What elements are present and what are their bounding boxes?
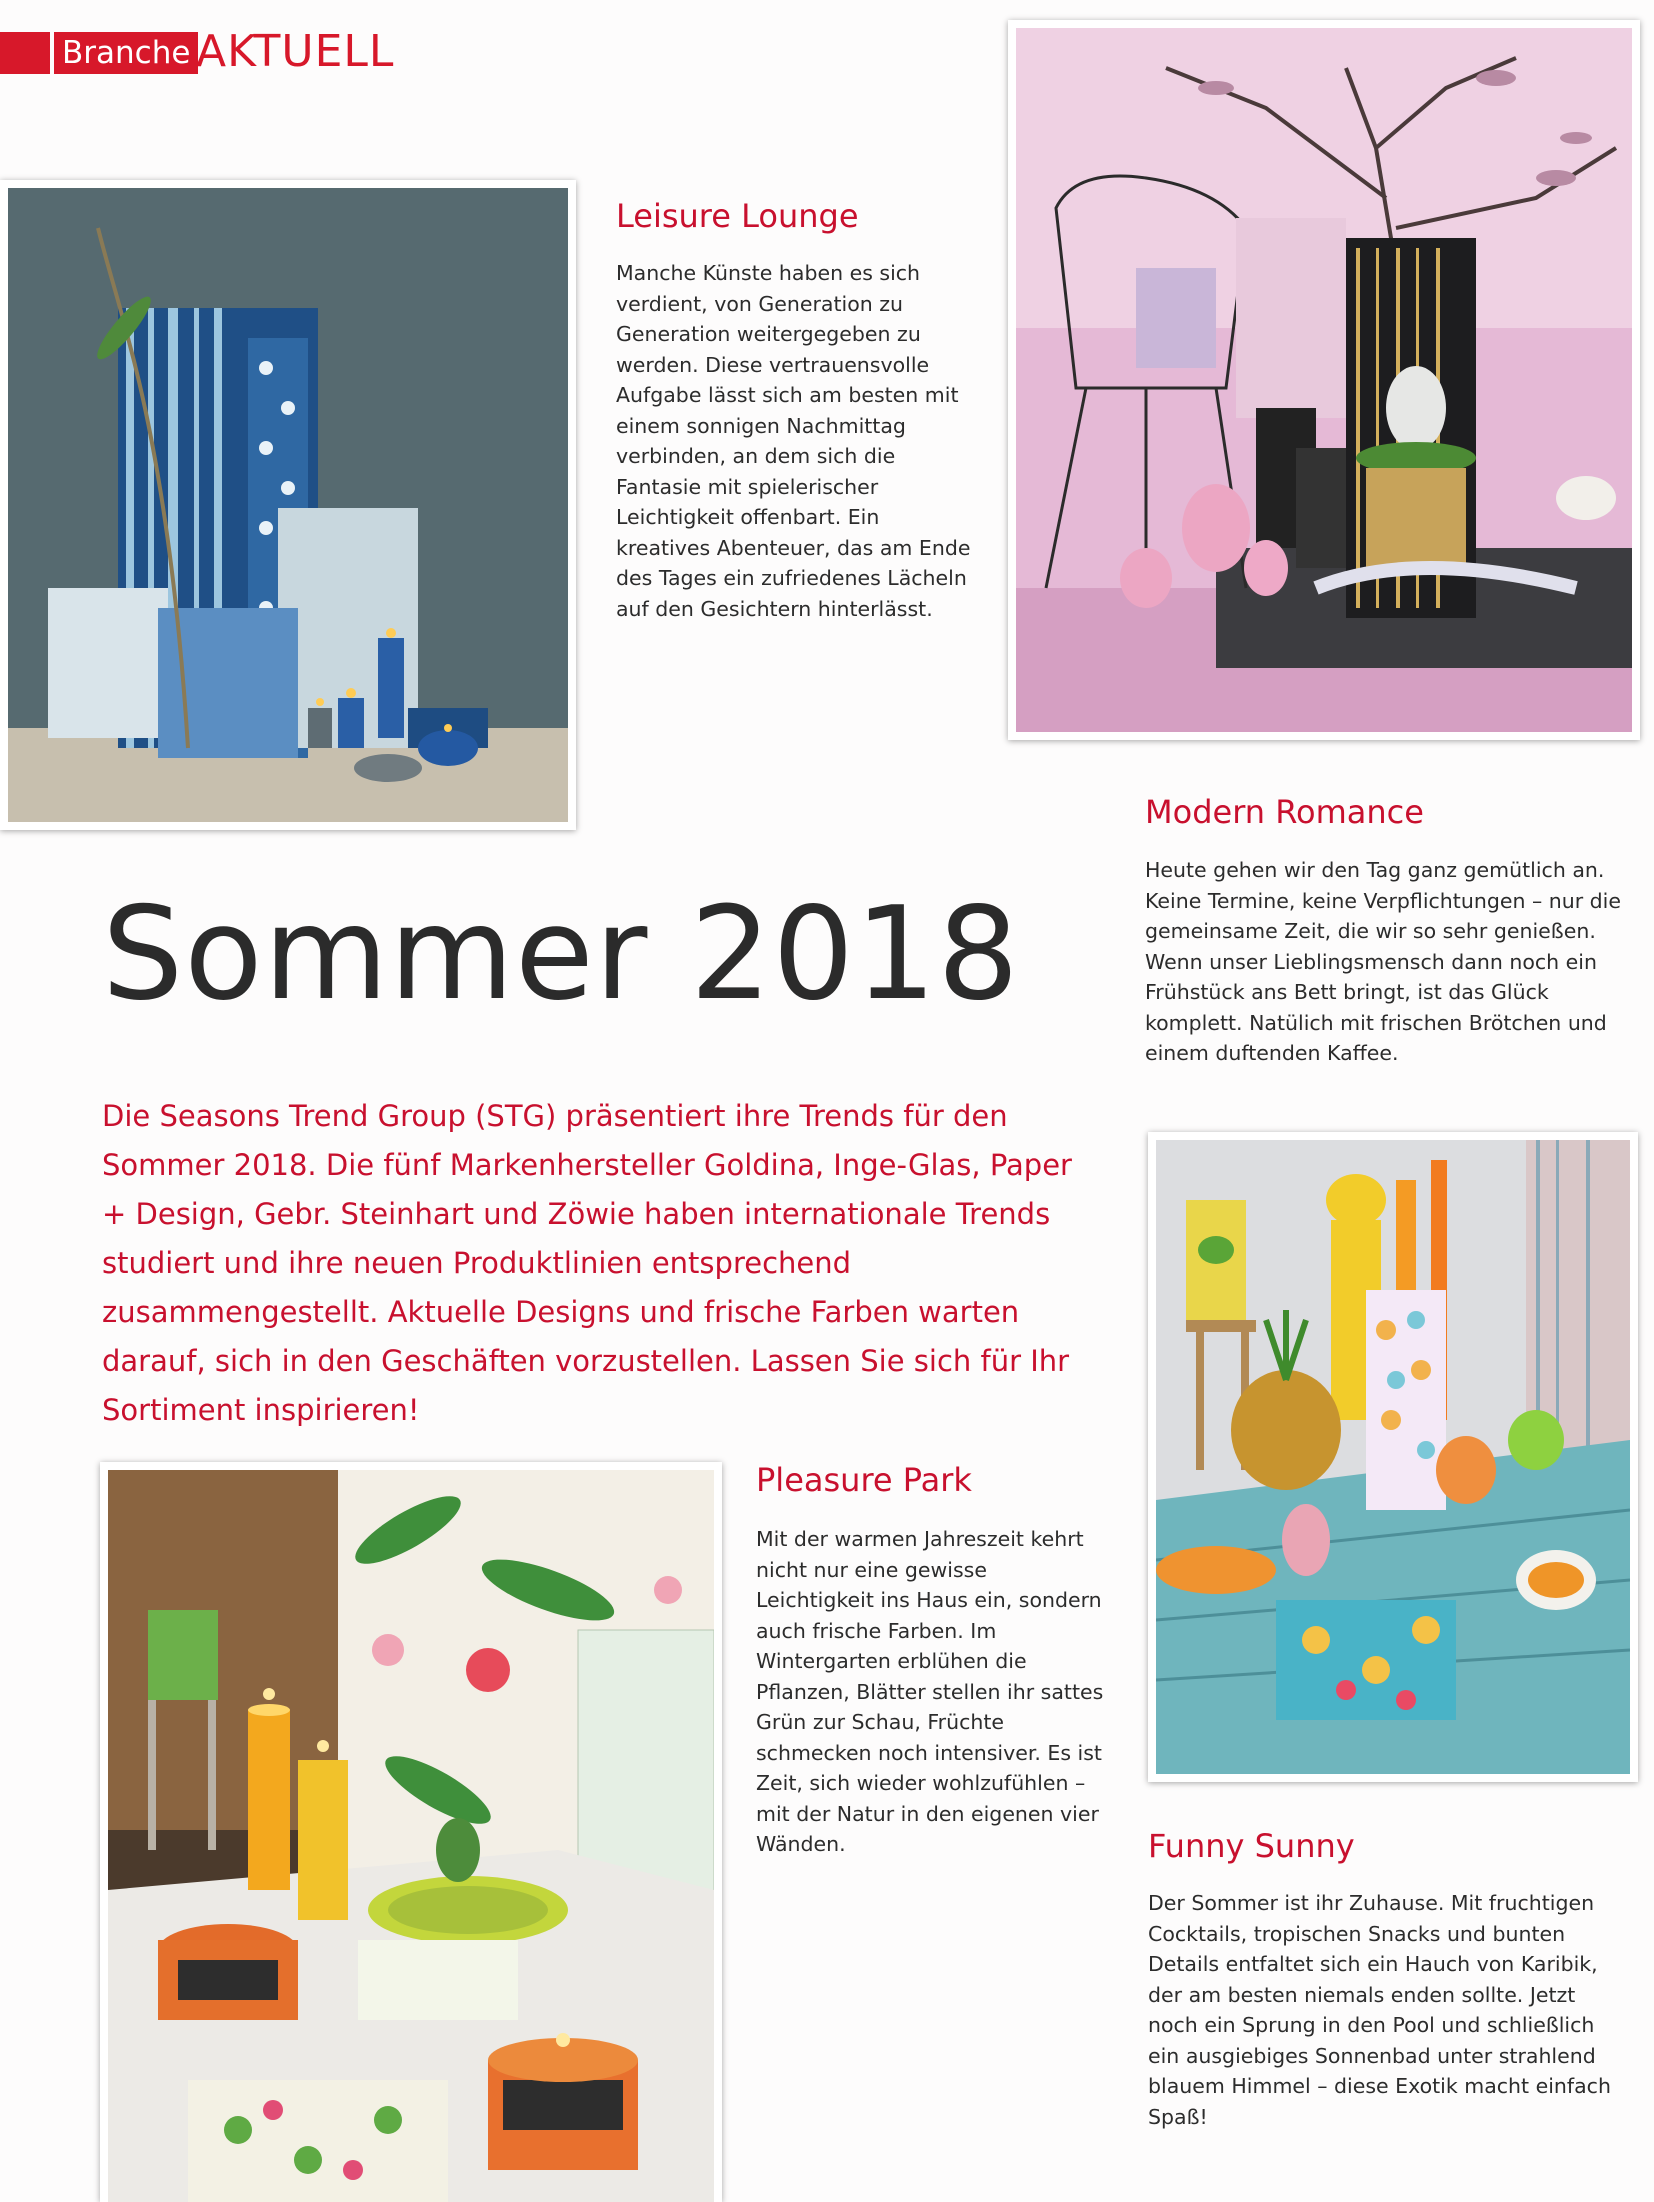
section-title-funny-sunny: Funny Sunny <box>1148 1827 1355 1865</box>
section-text-pleasure-park: Mit der warmen Jahreszeit kehrt nicht nur eine gewisse Leichtigkeit ins Haus ein, sondern auch frische Farben. Im Wintergarten erblühen die Pflanzen, Blätter stellen ihr sattes Grün zur Schau, Früchte schmecken noch intensiver. Es ist Zeit, sich wieder wohlzufühlen – mit der Natur in den eigenen vier Wänden. <box>756 1527 1104 1856</box>
section-title-modern-romance: Modern Romance <box>1145 793 1424 831</box>
page-headline: Sommer 2018 <box>102 880 1020 1029</box>
section-title-leisure-lounge: Leisure Lounge <box>616 197 859 235</box>
header-accent-bar <box>0 32 50 74</box>
photo-modern-romance <box>1008 20 1640 740</box>
section-title-pleasure-park: Pleasure Park <box>756 1461 972 1499</box>
header-section-label: Branche <box>54 32 198 74</box>
header-category-label: AKTUELL <box>196 26 395 77</box>
section-text-funny-sunny: Der Sommer ist ihr Zuhause. Mit fruchtigen Cocktails, tropischen Snacks und bunten Details entfaltet sich ein Hauch von Karibik, der am besten niemals enden sollte. Jetzt noch ein Sprung in den Pool und schließlich ein ausgiebiges Sonnenbad unter strahlend blauem Himmel – diese Exotik macht einfach Spaß! <box>1148 1891 1611 2129</box>
section-text-modern-romance: Heute gehen wir den Tag ganz gemütlich an. Keine Termine, keine Verpflichtungen – nur die gemeinsame Zeit, die wir so sehr genießen. Wenn unser Lieblingsmensch dann noch ein Frühstück ans Bett bringt, ist das Glück komplett. Natülich mit frischen Brötchen und einem duftenden Kaffee. <box>1145 858 1621 1065</box>
photo-funny-sunny <box>1148 1132 1638 1782</box>
photo-pleasure-park <box>100 1462 722 2202</box>
section-text-leisure-lounge: Manche Künste haben es sich verdient, von Generation zu Generation weitergegeben zu werden. Diese vertrauensvolle Aufgabe lässt sich am besten mit einem sonnigen Nachmittag verbinden, an dem sich die Fantasie mit spielerischer Leichtigkeit offenbart. Ein kreatives Abenteuer, das am Ende des Tages ein zufriedenes Lächeln auf den Gesichtern hinterlässt. <box>616 261 971 621</box>
intro-paragraph: Die Seasons Trend Group (STG) präsentiert ihre Trends für den Sommer 2018. Die fünf Markenhersteller Goldina, Inge-Glas, Paper + Design, Gebr. Steinhart und Zöwie haben internationale Trends studiert und ihre neuen Produktlinien entsprechend zusammengestellt. Aktuelle Designs und frische Farben warten darauf, sich in den Geschäften vorzustellen. Lassen Sie sich für Ihr Sortiment inspirieren! <box>102 1099 1072 1427</box>
photo-leisure-lounge <box>0 180 576 830</box>
